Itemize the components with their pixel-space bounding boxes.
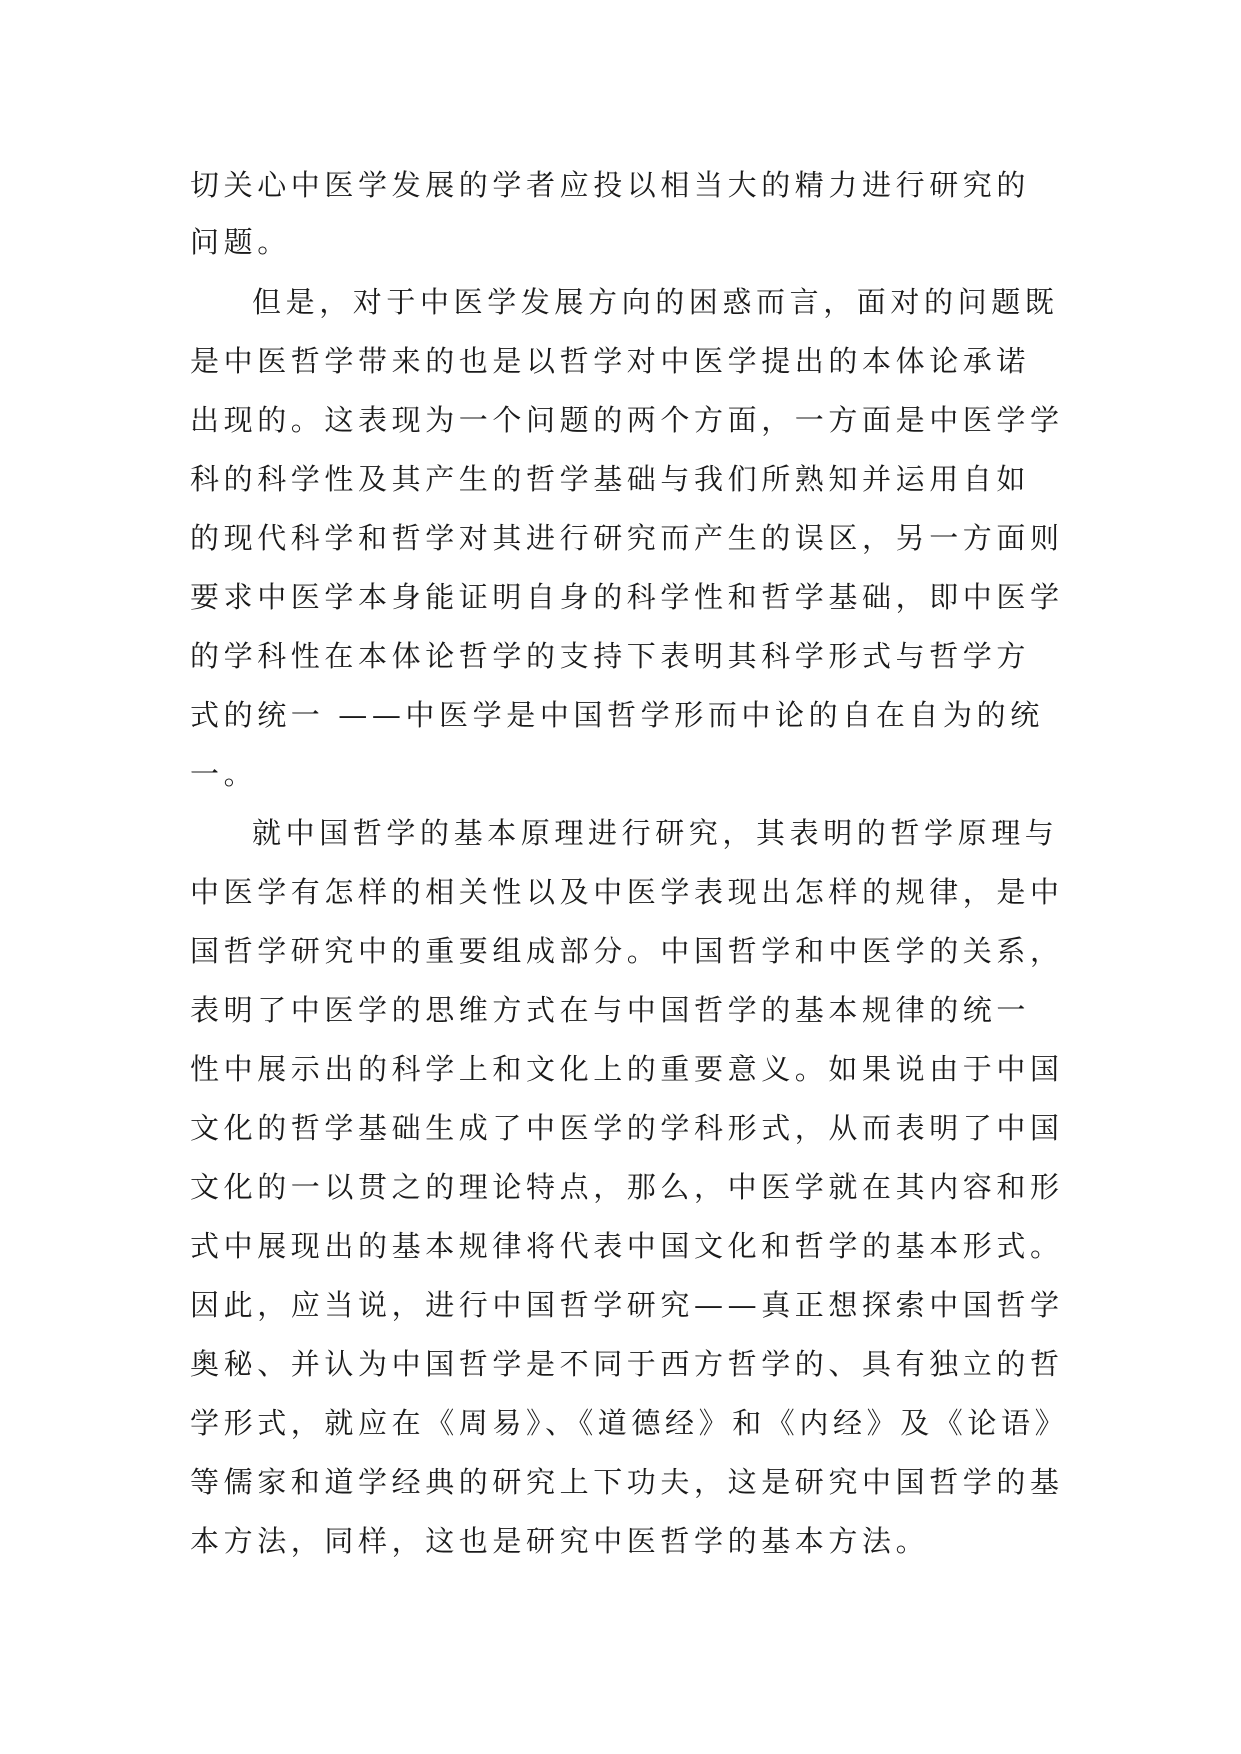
text-line: 一。 xyxy=(190,757,258,791)
text-line: 出现的。这表现为一个问题的两个方面，一方面是中医学学 xyxy=(190,403,1064,437)
text-line: 性中展示出的科学上和文化上的重要意义。如果说由于中国 xyxy=(190,1052,1064,1086)
text-line: 科的科学性及其产生的哲学基础与我们所熟知并运用自如 xyxy=(190,462,1031,496)
text-line: 中医学有怎样的相关性以及中医学表现出怎样的规律，是中 xyxy=(190,875,1064,909)
text-line: 问题。 xyxy=(190,225,291,259)
text-line: 本方法，同样，这也是研究中医哲学的基本方法。 xyxy=(190,1524,930,1558)
text-line: 的学科性在本体论哲学的支持下表明其科学形式与哲学方 xyxy=(190,639,1031,673)
text-line: 就中国哲学的基本原理进行研究，其表明的哲学原理与 xyxy=(252,816,1059,850)
text-line: 因此，应当说，进行中国哲学研究——真正想探索中国哲学 xyxy=(190,1288,1064,1322)
text-line: 文化的一以贯之的理论特点，那么，中医学就在其内容和形 xyxy=(190,1170,1064,1204)
text-line: 式中展现出的基本规律将代表中国文化和哲学的基本形式。 xyxy=(190,1229,1064,1263)
text-line: 等儒家和道学经典的研究上下功夫，这是研究中国哲学的基 xyxy=(190,1465,1064,1499)
text-line: 是中医哲学带来的也是以哲学对中医学提出的本体论承诺 xyxy=(190,344,1031,378)
text-line: 要求中医学本身能证明自身的科学性和哲学基础，即中医学 xyxy=(190,580,1064,614)
text-line: 的现代科学和哲学对其进行研究而产生的误区，另一方面则 xyxy=(190,521,1064,555)
text-line: 奥秘、并认为中国哲学是不同于西方哲学的、具有独立的哲 xyxy=(190,1347,1064,1381)
text-line: 文化的哲学基础生成了中医学的学科形式，从而表明了中国 xyxy=(190,1111,1064,1145)
text-line: 但是，对于中医学发展方向的困惑而言，面对的问题既 xyxy=(252,285,1059,319)
text-line: 学形式，就应在《周易》、《道德经》和《内经》及《论语》 xyxy=(190,1406,1069,1440)
text-line: 国哲学研究中的重要组成部分。中国哲学和中医学的关系， xyxy=(190,934,1064,968)
text-line: 切关心中医学发展的学者应投以相当大的精力进行研究的 xyxy=(190,168,1031,202)
text-line: 式的统一 ——中医学是中国哲学形而中论的自在自为的统 xyxy=(190,698,1044,732)
text-line: 表明了中医学的思维方式在与中国哲学的基本规律的统一 xyxy=(190,993,1031,1027)
